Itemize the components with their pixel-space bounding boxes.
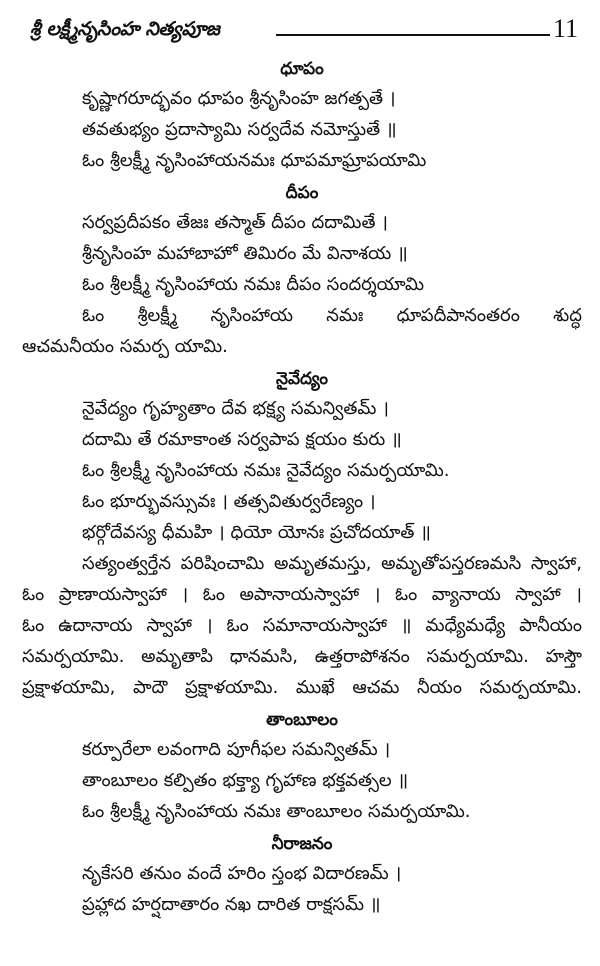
verse-line: భర్గోదేవస్య ధీమహి । ధియో యోనః ప్రచోదయాత్ ॥ [82, 522, 431, 543]
verse-line: ఓం శ్రీలక్ష్మీ నృసింహాయ నమః నైవేద్యం సమర్పయామి. [82, 460, 450, 481]
verse-line: సత్యంత్వర్తేన పరిషించామి అమృతమస్తు, అమృతోపస్తరణమసి స్వాహా, [82, 553, 582, 574]
section-title-deepam: దీపం [285, 183, 319, 203]
page-number: 11 [552, 14, 578, 43]
verse-line: ఓం శ్రీలక్ష్మీ నృసింహాయ నమః దీపం సందర్శయామి [82, 274, 425, 295]
verse-line: సమర్పయామి. అమృతాపి ధానమసి, ఉత్తరాపోశనం సమర్పయామి. హస్తౌ [22, 646, 582, 667]
verse-line: ఓం ప్రాణాయస్వాహా । ఓం అపానాయస్వాహా । ఓం వ్యానాయ స్వాహా । [22, 584, 582, 605]
verse-line: ఓం భూర్భువస్సువః । తత్సవితుర్వరేణ్యం । [82, 491, 376, 512]
section-title-neerajanam: నీరాజనం [271, 834, 333, 854]
section-title-naivedyam: నైవేద్యం [276, 369, 328, 389]
verse-line: ఆచమనీయం సమర్ప యామి. [22, 336, 228, 357]
book-title: శ్రీ లక్ష్మీనృసింహ నిత్యపూజ [30, 18, 220, 40]
verse-line: ఓం శ్రీలక్ష్మీ నృసింహాయ నమః తాంబూలం సమర్పయామి. [82, 801, 471, 822]
verse-line: సర్వప్రదీపకం తేజః తస్మాత్ దీపం దదామితే । [82, 212, 388, 233]
page-content [22, 52, 582, 920]
verse-line: శ్రీనృసింహ మహాబాహో తిమిరం మే వినాశయ ॥ [82, 243, 408, 264]
verse-line: నృకేసరి తనుం వందే హరిం స్తంభ విదారణమ్ । [82, 863, 402, 884]
verse-line: తవతుభ్యం ప్రదాస్యామి సర్వదేవ నమోస్తుతే ॥ [82, 119, 397, 140]
section-title-tambulam: తాంబూలం [266, 710, 338, 730]
verse-line: ఓం శ్రీలక్ష్మీ నృసింహాయ నమః ధూపదీపానంతరం శుద్ధ [82, 305, 582, 326]
verse-line: నైవేద్యం గృహ్యతాం దేవ భక్ష్య సమన్వితమ్ । [82, 398, 389, 419]
verse-line: కృష్ణాగరూద్భవం ధూపం శ్రీనృసింహ జగత్పతే । [82, 88, 396, 109]
verse-line: దదామి తే రమాకాంత సర్వపాప క్షయం కురు ॥ [82, 429, 402, 450]
verse-line: కర్పూరేలా లవంగాది పూగీఫల సమన్వితమ్ । [82, 739, 391, 760]
verse-line: తాంబూలం కల్పితం భక్త్యా గృహాణ భక్తవత్సల ॥ [82, 770, 409, 791]
page-header [30, 14, 578, 46]
verse-line: ప్రక్షాళయామి, పాదౌ ప్రక్షాళయామి. ముఖే ఆచమ నీయం సమర్పయామి. [22, 677, 582, 698]
header-rule [276, 34, 550, 36]
verse-line: ఓం శ్రీలక్ష్మీ నృసింహాయనమః ధూపమాఘ్రాపయామి [82, 150, 427, 171]
section-title-dhupam: ధూపం [280, 59, 324, 79]
verse-line: ఓం ఉదానాయ స్వాహా । ఓం సమానాయస్వాహా ॥ మధ్యేమధ్యే పానీయం [22, 615, 582, 636]
verse-line: ప్రహ్లాద హర్షదాతారం నఖ దారిత రాక్షసమ్ ॥ [82, 894, 381, 915]
